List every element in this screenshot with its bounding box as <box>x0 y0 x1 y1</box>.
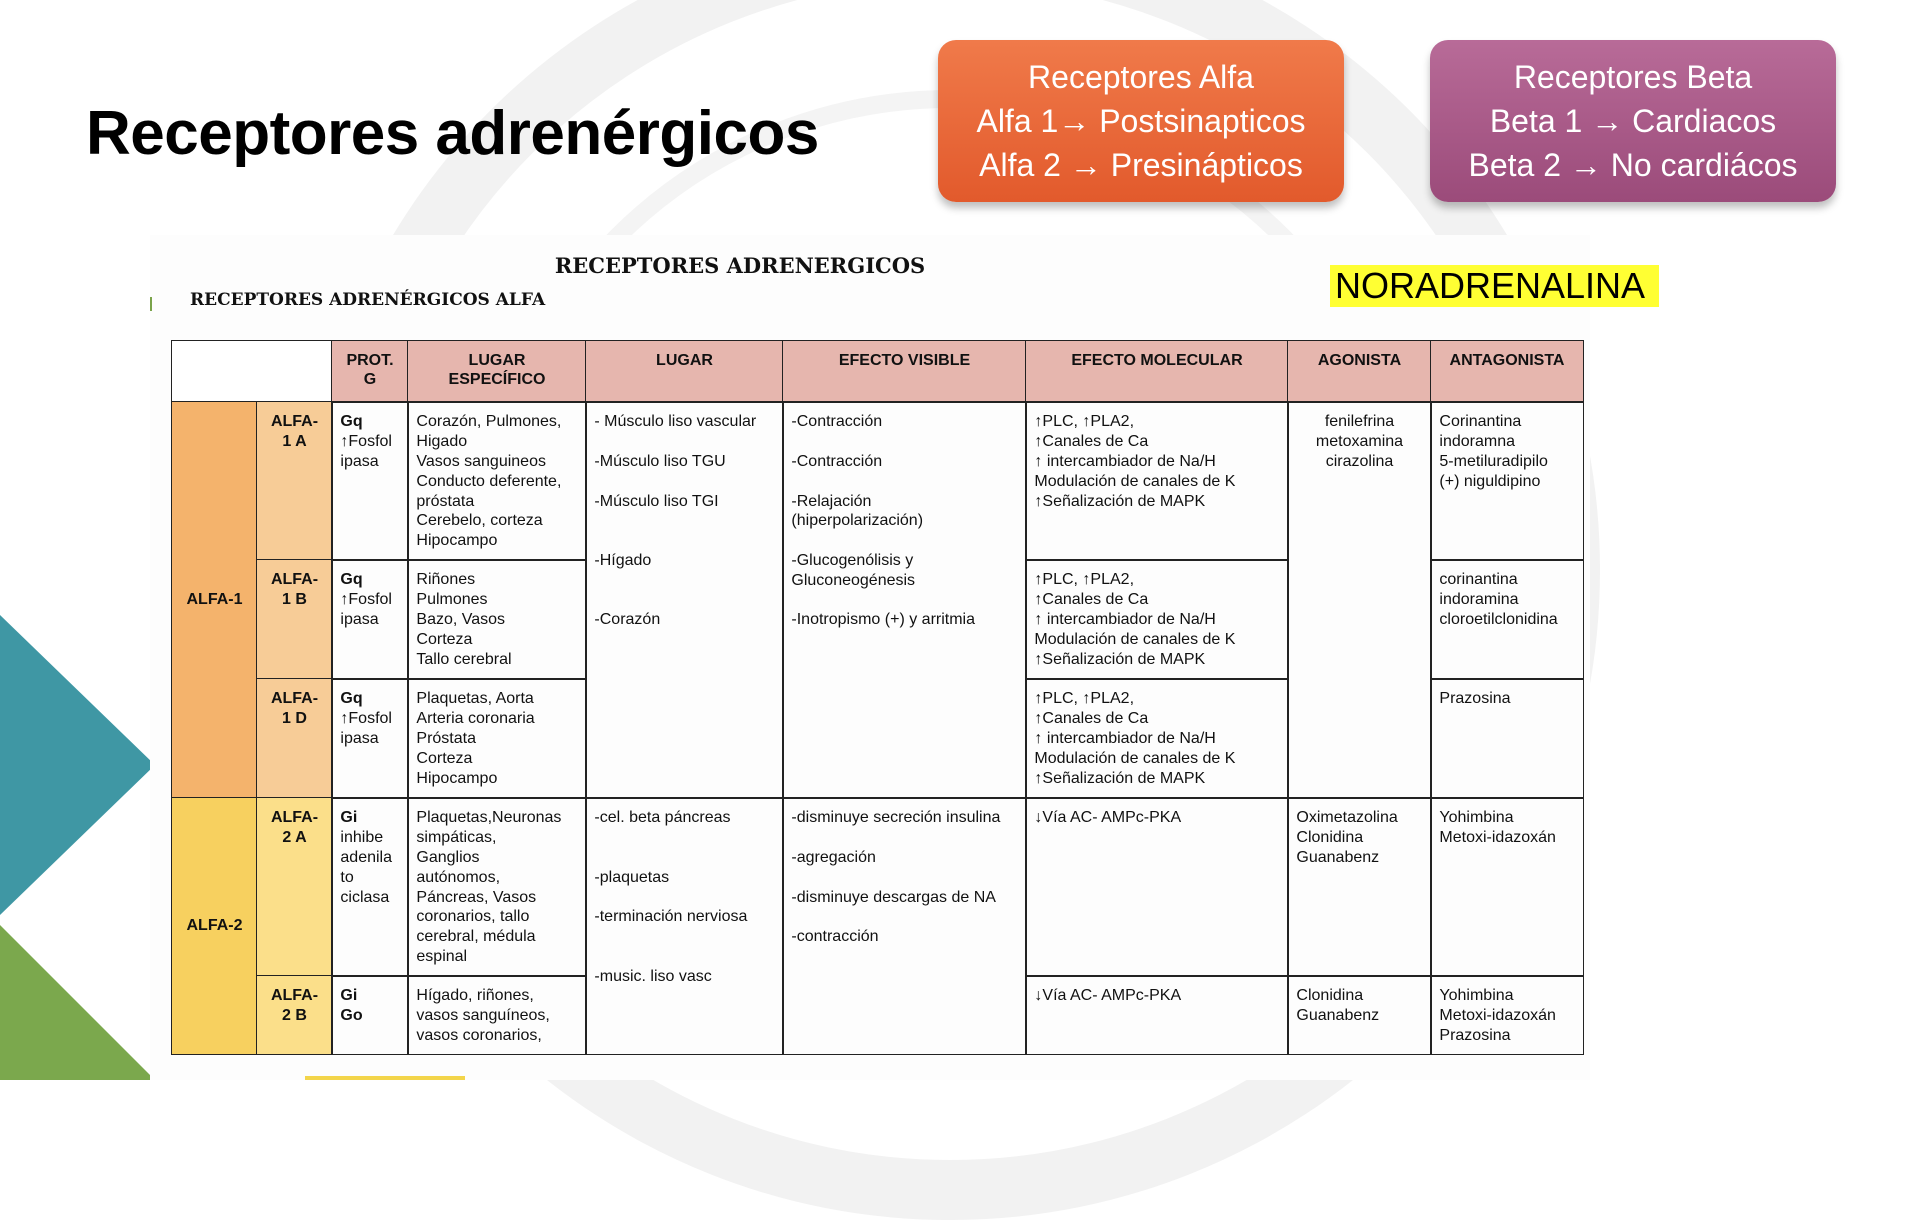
lugar-alfa-2: -cel. beta páncreas -plaquetas -terminación nerviosa -music. liso vasc <box>585 797 783 1054</box>
efecto-visible-alfa-1: -Contracción -Contracción -Relajación (hiperpolarización) -Glucogenólisis y Gluconeogénesis -Inotropismo (+) y arritmia <box>782 401 1026 798</box>
molecular-alfa-1d: ↑PLC, ↑PLA2, ↑Canales de Ca ↑ intercambiador de Na/H Modulación de canales de K ↑Señalización de MAPK <box>1025 678 1288 798</box>
group-alfa-1: ALFA-1 <box>171 401 257 798</box>
prot-alfa-2a-desc: inhibe adenila to ciclasa <box>340 829 393 906</box>
subtype-alfa-2b: ALFA- 2 B <box>256 975 332 1054</box>
prot-alfa-1d-type: Gq <box>340 690 363 708</box>
page-title: Receptores adrenérgicos <box>86 99 819 168</box>
subtype-alfa-1b: ALFA- 1 B <box>256 559 332 679</box>
subtype-alfa-1d: ALFA- 1 D <box>256 678 332 798</box>
header-agonista: AGONISTA <box>1287 340 1431 402</box>
agonista-alfa-1: fenilefrina metoxamina cirazolina <box>1287 401 1431 798</box>
bottom-accent-bar <box>305 1076 465 1080</box>
lugar-especifico-alfa-2b: Hígado, riñones, vasos sanguíneos, vasos coronarios, <box>407 975 586 1054</box>
teal-triangle-decoration <box>0 615 155 915</box>
group-alfa-2: ALFA-2 <box>171 797 257 1054</box>
alfa-box-line-3: Alfa 2 → Presinápticos <box>979 147 1303 183</box>
lugar-especifico-alfa-1d: Plaquetas, Aorta Arteria coronaria Próstata Corteza Hipocampo <box>407 678 586 798</box>
subtype-alfa-2a: ALFA- 2 A <box>256 797 332 976</box>
alfa-box-line-1: Receptores Alfa <box>1028 59 1254 95</box>
antagonista-alfa-1b: corinantina indoramina cloroetilclonidina <box>1430 559 1583 679</box>
prot-alfa-1d <box>331 678 408 798</box>
header-efecto-molecular: EFECTO MOLECULAR <box>1025 340 1288 402</box>
prot-alfa-2a <box>331 797 408 976</box>
alfa-box-line-2: Alfa 1→ Postsinapticos <box>976 103 1306 139</box>
receptores-beta-box <box>1430 40 1836 202</box>
lugar-especifico-alfa-1b: Riñones Pulmones Bazo, Vasos Corteza Tallo cerebral <box>407 559 586 679</box>
header-lugar: LUGAR <box>585 340 783 402</box>
agonista-alfa-2b: Clonidina Guanabenz <box>1287 975 1431 1054</box>
molecular-alfa-1a: ↑PLC, ↑PLA2, ↑Canales de Ca ↑ intercambiador de Na/H Modulación de canales de K ↑Señalización de MAPK <box>1025 401 1288 560</box>
antagonista-alfa-1a: Corinantina indoramna 5-metiluradipilo (+) niguldipino <box>1430 401 1583 560</box>
header-efecto-visible: EFECTO VISIBLE <box>782 340 1026 402</box>
lugar-especifico-alfa-1a: Corazón, Pulmones, Higado Vasos sanguineos Conducto deferente, próstata Cerebelo, corteza Hipocampo <box>407 401 586 560</box>
noradrenalina-highlight: NORADRENALINA <box>1330 265 1659 307</box>
molecular-alfa-1b: ↑PLC, ↑PLA2, ↑Canales de Ca ↑ intercambiador de Na/H Modulación de canales de K ↑Señalización de MAPK <box>1025 559 1288 679</box>
table-title: RECEPTORES ADRENERGICOS <box>554 253 926 278</box>
lugar-alfa-1: - Músculo liso vascular -Músculo liso TGU -Músculo liso TGI -Hígado -Corazón <box>585 401 783 798</box>
lugar-especifico-alfa-2a: Plaquetas,Neuronas simpáticas, Ganglios autónomos, Páncreas, Vasos coronarios, tallo cerebral, médula espinal <box>407 797 586 976</box>
antagonista-alfa-2a: Yohimbina Metoxi-idazoxán <box>1430 797 1583 976</box>
prot-alfa-1d-desc: ↑Fosfol ipasa <box>340 710 392 747</box>
subtitle-marker <box>150 297 152 311</box>
prot-alfa-1a-desc: ↑Fosfol ipasa <box>340 433 392 470</box>
receptors-table <box>172 341 1583 1054</box>
prot-alfa-1b <box>331 559 408 679</box>
header-lugar-especifico: LUGAR ESPECÍFICO <box>407 340 586 402</box>
header-antagonista: ANTAGONISTA <box>1430 340 1583 402</box>
antagonista-alfa-1d: Prazosina <box>1430 678 1583 798</box>
prot-alfa-1b-desc: ↑Fosfol ipasa <box>340 591 392 628</box>
agonista-alfa-2a: Oximetazolina Clonidina Guanabenz <box>1287 797 1431 976</box>
prot-alfa-1b-type: Gq <box>340 571 363 589</box>
beta-box-line-2: Beta 1 → Cardiacos <box>1489 103 1777 139</box>
beta-box-line-3: Beta 2 → No cardiácos <box>1468 147 1798 183</box>
molecular-alfa-2a: ↓Vía AC- AMPc-PKA <box>1025 797 1288 976</box>
header-blank <box>171 340 332 402</box>
antagonista-alfa-2b: Yohimbina Metoxi-idazoxán Prazosina <box>1430 975 1583 1054</box>
header-prot-g: PROT. G <box>331 340 408 402</box>
prot-alfa-1a-type: Gq <box>340 413 363 431</box>
prot-alfa-2b: Gi Go <box>331 975 408 1054</box>
green-triangle-decoration <box>0 925 155 1080</box>
receptores-alfa-box <box>938 40 1344 202</box>
beta-box-line-1: Receptores Beta <box>1513 59 1753 95</box>
prot-alfa-2a-type: Gi <box>340 809 358 827</box>
prot-alfa-1a <box>331 401 408 560</box>
molecular-alfa-2b: ↓Vía AC- AMPc-PKA <box>1025 975 1288 1054</box>
efecto-visible-alfa-2: -disminuye secreción insulina -agregación -disminuye descargas de NA -contracción <box>782 797 1026 1054</box>
table-subtitle: RECEPTORES ADRENÉRGICOS ALFA <box>190 290 546 310</box>
subtype-alfa-1a: ALFA- 1 A <box>256 401 332 560</box>
